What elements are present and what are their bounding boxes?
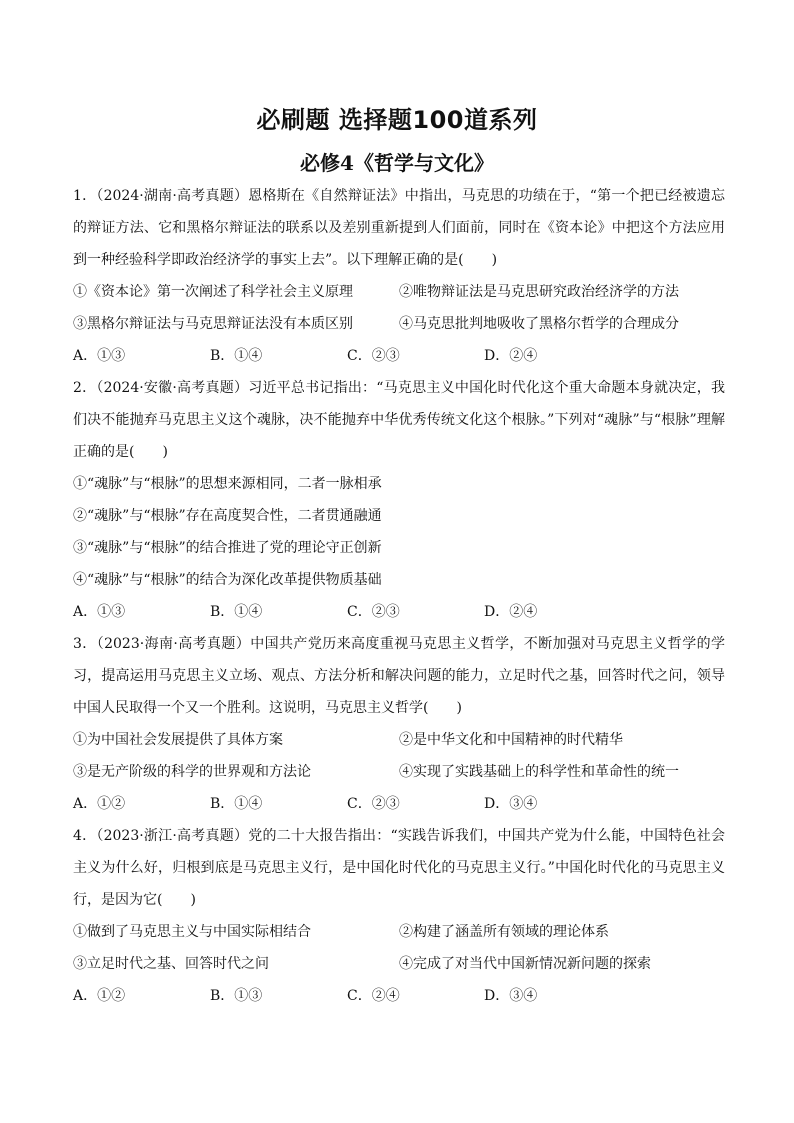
answer-choices (73, 788, 725, 820)
question-list (73, 180, 725, 1012)
option-1: ①“魂脉”与“根脉”的思想来源相同，二者一脉相承 (73, 476, 382, 492)
option-row (73, 276, 725, 308)
answer-c[interactable]: C．②③ (347, 796, 400, 812)
option-2: ②构建了涵盖所有领域的理论体系 (399, 924, 609, 940)
option-1: ①《资本论》第一次阐述了科学社会主义原理 (73, 284, 353, 300)
answer-a[interactable]: A．①② (73, 796, 126, 812)
question-3 (73, 628, 725, 820)
answer-choices (73, 596, 725, 628)
question-stem: 4．（2023·浙江·高考真题）党的二十大报告指出：“实践告诉我们，中国共产党为什么能，中国特色社会主义为什么好，归根到底是马克思主义行，是中国化时代化的马克思主义行。”中国化时代化的马克思主义行，是因为它( ) (73, 828, 725, 908)
page-title: 必刷题 选择题100道系列 (256, 106, 538, 134)
option-4: ④“魂脉”与“根脉”的结合为深化改革提供物质基础 (73, 572, 382, 588)
option-row (73, 308, 725, 340)
question-4 (73, 820, 725, 1012)
answer-d[interactable]: D．③④ (484, 988, 538, 1004)
option-row (73, 724, 725, 756)
option-2: ②唯物辩证法是马克思研究政治经济学的方法 (399, 284, 679, 300)
answer-a[interactable]: A．①③ (73, 348, 126, 364)
answer-c[interactable]: C．②③ (347, 348, 400, 364)
option-1: ①为中国社会发展提供了具体方案 (73, 732, 283, 748)
answer-b[interactable]: B．①④ (210, 796, 263, 812)
answer-a[interactable]: A．①② (73, 988, 126, 1004)
answer-a[interactable]: A．①③ (73, 604, 126, 620)
answer-c[interactable]: C．②③ (347, 604, 400, 620)
question-stem: 2．（2024·安徽·高考真题）习近平总书记指出：“马克思主义中国化时代化这个重大命题本身就决定，我们决不能抛弃马克思主义这个魂脉，决不能抛弃中华优秀传统文化这个根脉。”下列对“魂脉”与“根脉”理解正确的是( ) (73, 380, 725, 460)
option-4: ④完成了对当代中国新情况新问题的探索 (399, 956, 651, 972)
option-3: ③“魂脉”与“根脉”的结合推进了党的理论守正创新 (73, 540, 382, 556)
answer-d[interactable]: D．③④ (484, 796, 538, 812)
question-1 (73, 180, 725, 372)
question-stem: 1．（2024·湖南·高考真题）恩格斯在《自然辩证法》中指出，马克思的功绩在于，“第一个把已经被遗忘的辩证方法、它和黑格尔辩证法的联系以及差别重新提到人们面前，同时在《资本论》中把这个方法应用到一种经验科学即政治经济学的事实上去”。以下理解正确的是( ) (73, 188, 725, 268)
option-3: ③立足时代之基、回答时代之问 (73, 956, 269, 972)
option-2: ②“魂脉”与“根脉”存在高度契合性，二者贯通融通 (73, 508, 382, 524)
option-row (73, 756, 725, 788)
option-4: ④实现了实践基础上的科学性和革命性的统一 (399, 764, 679, 780)
option-4: ④马克思批判地吸收了黑格尔哲学的合理成分 (399, 316, 679, 332)
answer-c[interactable]: C．②④ (347, 988, 400, 1004)
question-2 (73, 372, 725, 628)
answer-d[interactable]: D．②④ (484, 604, 538, 620)
question-stem: 3．（2023·海南·高考真题）中国共产党历来高度重视马克思主义哲学，不断加强对马克思主义哲学的学习，提高运用马克思主义立场、观点、方法分析和解决问题的能力，立足时代之基，回答时代之问，领导中国人民取得一个又一个胜利。这说明，马克思主义哲学( ) (73, 636, 725, 716)
option-3: ③是无产阶级的科学的世界观和方法论 (73, 764, 311, 780)
option-2: ②是中华文化和中国精神的时代精华 (399, 732, 623, 748)
answer-b[interactable]: B．①④ (210, 604, 263, 620)
answer-b[interactable]: B．①④ (210, 348, 263, 364)
answer-choices (73, 980, 725, 1012)
option-3: ③黑格尔辩证法与马克思辩证法没有本质区别 (73, 316, 353, 332)
page-subtitle: 必修4《哲学与文化》 (300, 151, 494, 175)
option-row (73, 916, 725, 948)
option-row (73, 948, 725, 980)
answer-choices (73, 340, 725, 372)
answer-d[interactable]: D．②④ (484, 348, 538, 364)
option-1: ①做到了马克思主义与中国实际相结合 (73, 924, 311, 940)
answer-b[interactable]: B．①③ (210, 988, 263, 1004)
